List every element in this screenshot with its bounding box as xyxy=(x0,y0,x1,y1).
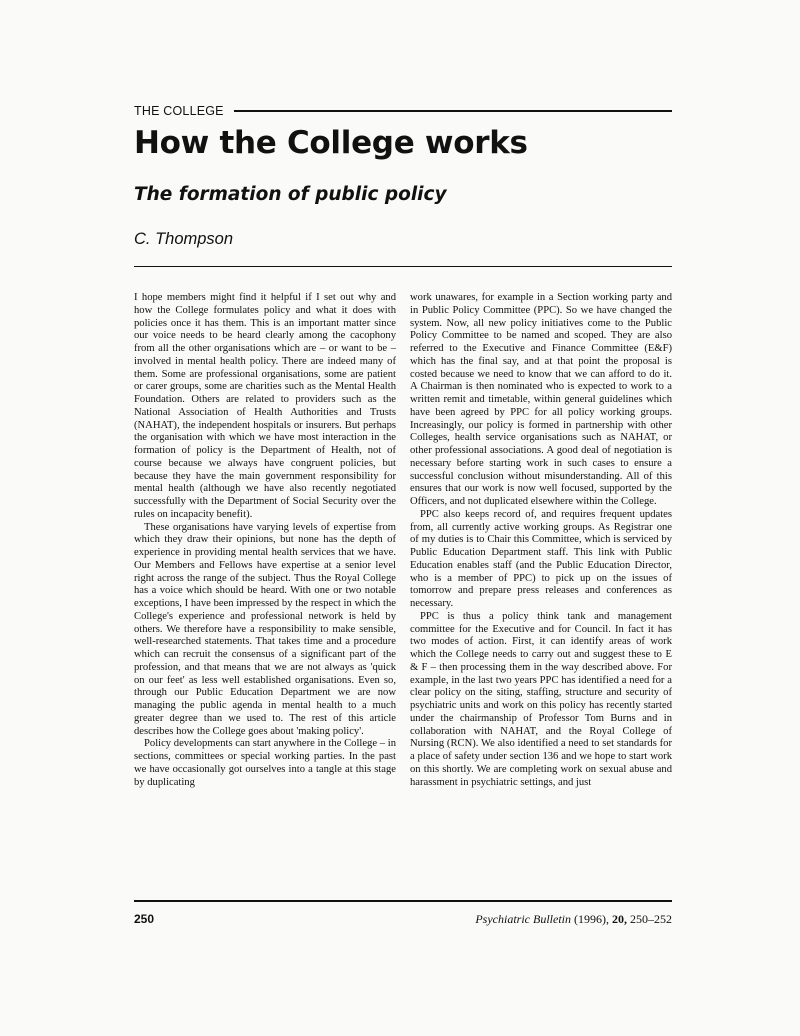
page-number: 250 xyxy=(134,912,155,926)
left-column xyxy=(134,292,396,789)
paragraph: These organisations have varying levels of expertise from which they draw their opinions, but none has the depth of experience in providing mental health services that we have. Our Members and Fellows have expertise at a senior level right across the range of the subject. Thus the Royal College has a voice which should be heard. With one or two notable exceptions, I have been impressed by the respect in which the College's experience and professional network is held by others. We therefore have a responsibility to make sensible, well-researched statements. That takes time and a procedure which can recruit the consensus of a significant part of the profession, and that means that we are not always as 'quick on our feet' as less well established organisations. Even so, through our Public Education Department we are now managing the public agenda in mental health to a much greater degree than we used to. The rest of this article describes how the College goes about 'making policy'. xyxy=(134,521,396,737)
journal-year: (1996), xyxy=(574,912,609,926)
paragraph: PPC is thus a policy think tank and management committee for the Executive and for Council. In fact it has two modes of action. First, it can identify areas of work which the College needs to carry out and suggest these to E & F – then processing them in the way described above. For example, in the last two years PPC has identified a need for a clear policy on the siting, staffing, structure and security of psychiatric units and work on this policy has recently started under the chairmanship of Professor Tom Burns and in collaboration with NAHAT, and the Royal College of Nursing (RCN). We also identified a need to set standards for a place of safety under section 136 and we hope to start work on this shortly. We are completing work on sexual abuse and harassment in psychiatric settings, and just xyxy=(410,610,672,788)
paragraph: PPC also keeps record of, and requires frequent updates from, all currently active working groups. As Registrar one of my duties is to Chair this Committee, which is serviced by Public Education Department staff. This link with Public Education enables staff (and the Public Education Director, who is a member of PPC) to pick up on the issues of tomorrow and prepare press releases and conferences as necessary. xyxy=(410,508,672,609)
section-name: THE COLLEGE xyxy=(134,104,224,118)
journal-citation xyxy=(475,912,672,927)
journal-name: Psychiatric Bulletin xyxy=(475,912,571,926)
section-label xyxy=(134,104,672,118)
journal-pages: 250–252 xyxy=(630,912,672,926)
paragraph: Policy developments can start anywhere in the College – in sections, committees or special working parties. In the past we have occasionally got ourselves into a tangle at this stage by duplicating xyxy=(134,738,396,788)
section-rule xyxy=(234,110,672,112)
right-column xyxy=(410,292,672,789)
paragraph: I hope members might find it helpful if I set out why and how the College formulates policy and what it does with policies once it has them. This is an important matter since our voice needs to be heard clearly among the cacophony from all the other organisations which are – or want to be – involved in mental health policy. There are indeed many of them. Some are professional organisations, some are patient or carer groups, some are charities such as the Mental Health Foundation. Others are related to providers such as the National Association of Health Authorities and Trusts (NAHAT), the independent hospitals or insurers. But perhaps the organisation with which we have most interaction in the formation of policy is the Department of Health, not of course because we always have congruent policies, but because they have the main government responsibility for mental health (although we have also recently negotiated successfully with the Department of Social Security over the rules on incapacity benefit). xyxy=(134,292,396,520)
paragraph: work unawares, for example in a Section working party and in Public Policy Committee (PPC). So we have changed the system. Now, all new policy initiatives come to the Public Policy Committee to be named and scoped. They are also referred to the Executive and Finance Committee (E&F) which has the final say, and at that point the proposal is costed because we need to know that we can afford to do it. A Chairman is then nominated who is expected to work to a written remit and timetable, within general guidelines which have been agreed by PPC for all policy working groups. Increasingly, our policy is formed in partnership with other Colleges, health service organisations such as NAHAT, or other professional associations. A good deal of negotiation is necessary before starting work in such cases to ensure a successful conclusion without misunderstanding. All of this ensures that our work is now well focused, supported by the Officers, and not duplicated elsewhere within the College. xyxy=(410,292,672,507)
footer-divider xyxy=(134,900,672,902)
journal-volume: 20, xyxy=(612,912,627,926)
article-title: How the College works xyxy=(134,125,528,161)
article-author: C. Thompson xyxy=(134,230,234,248)
header-divider xyxy=(134,266,672,267)
article-subtitle: The formation of public policy xyxy=(134,184,447,205)
